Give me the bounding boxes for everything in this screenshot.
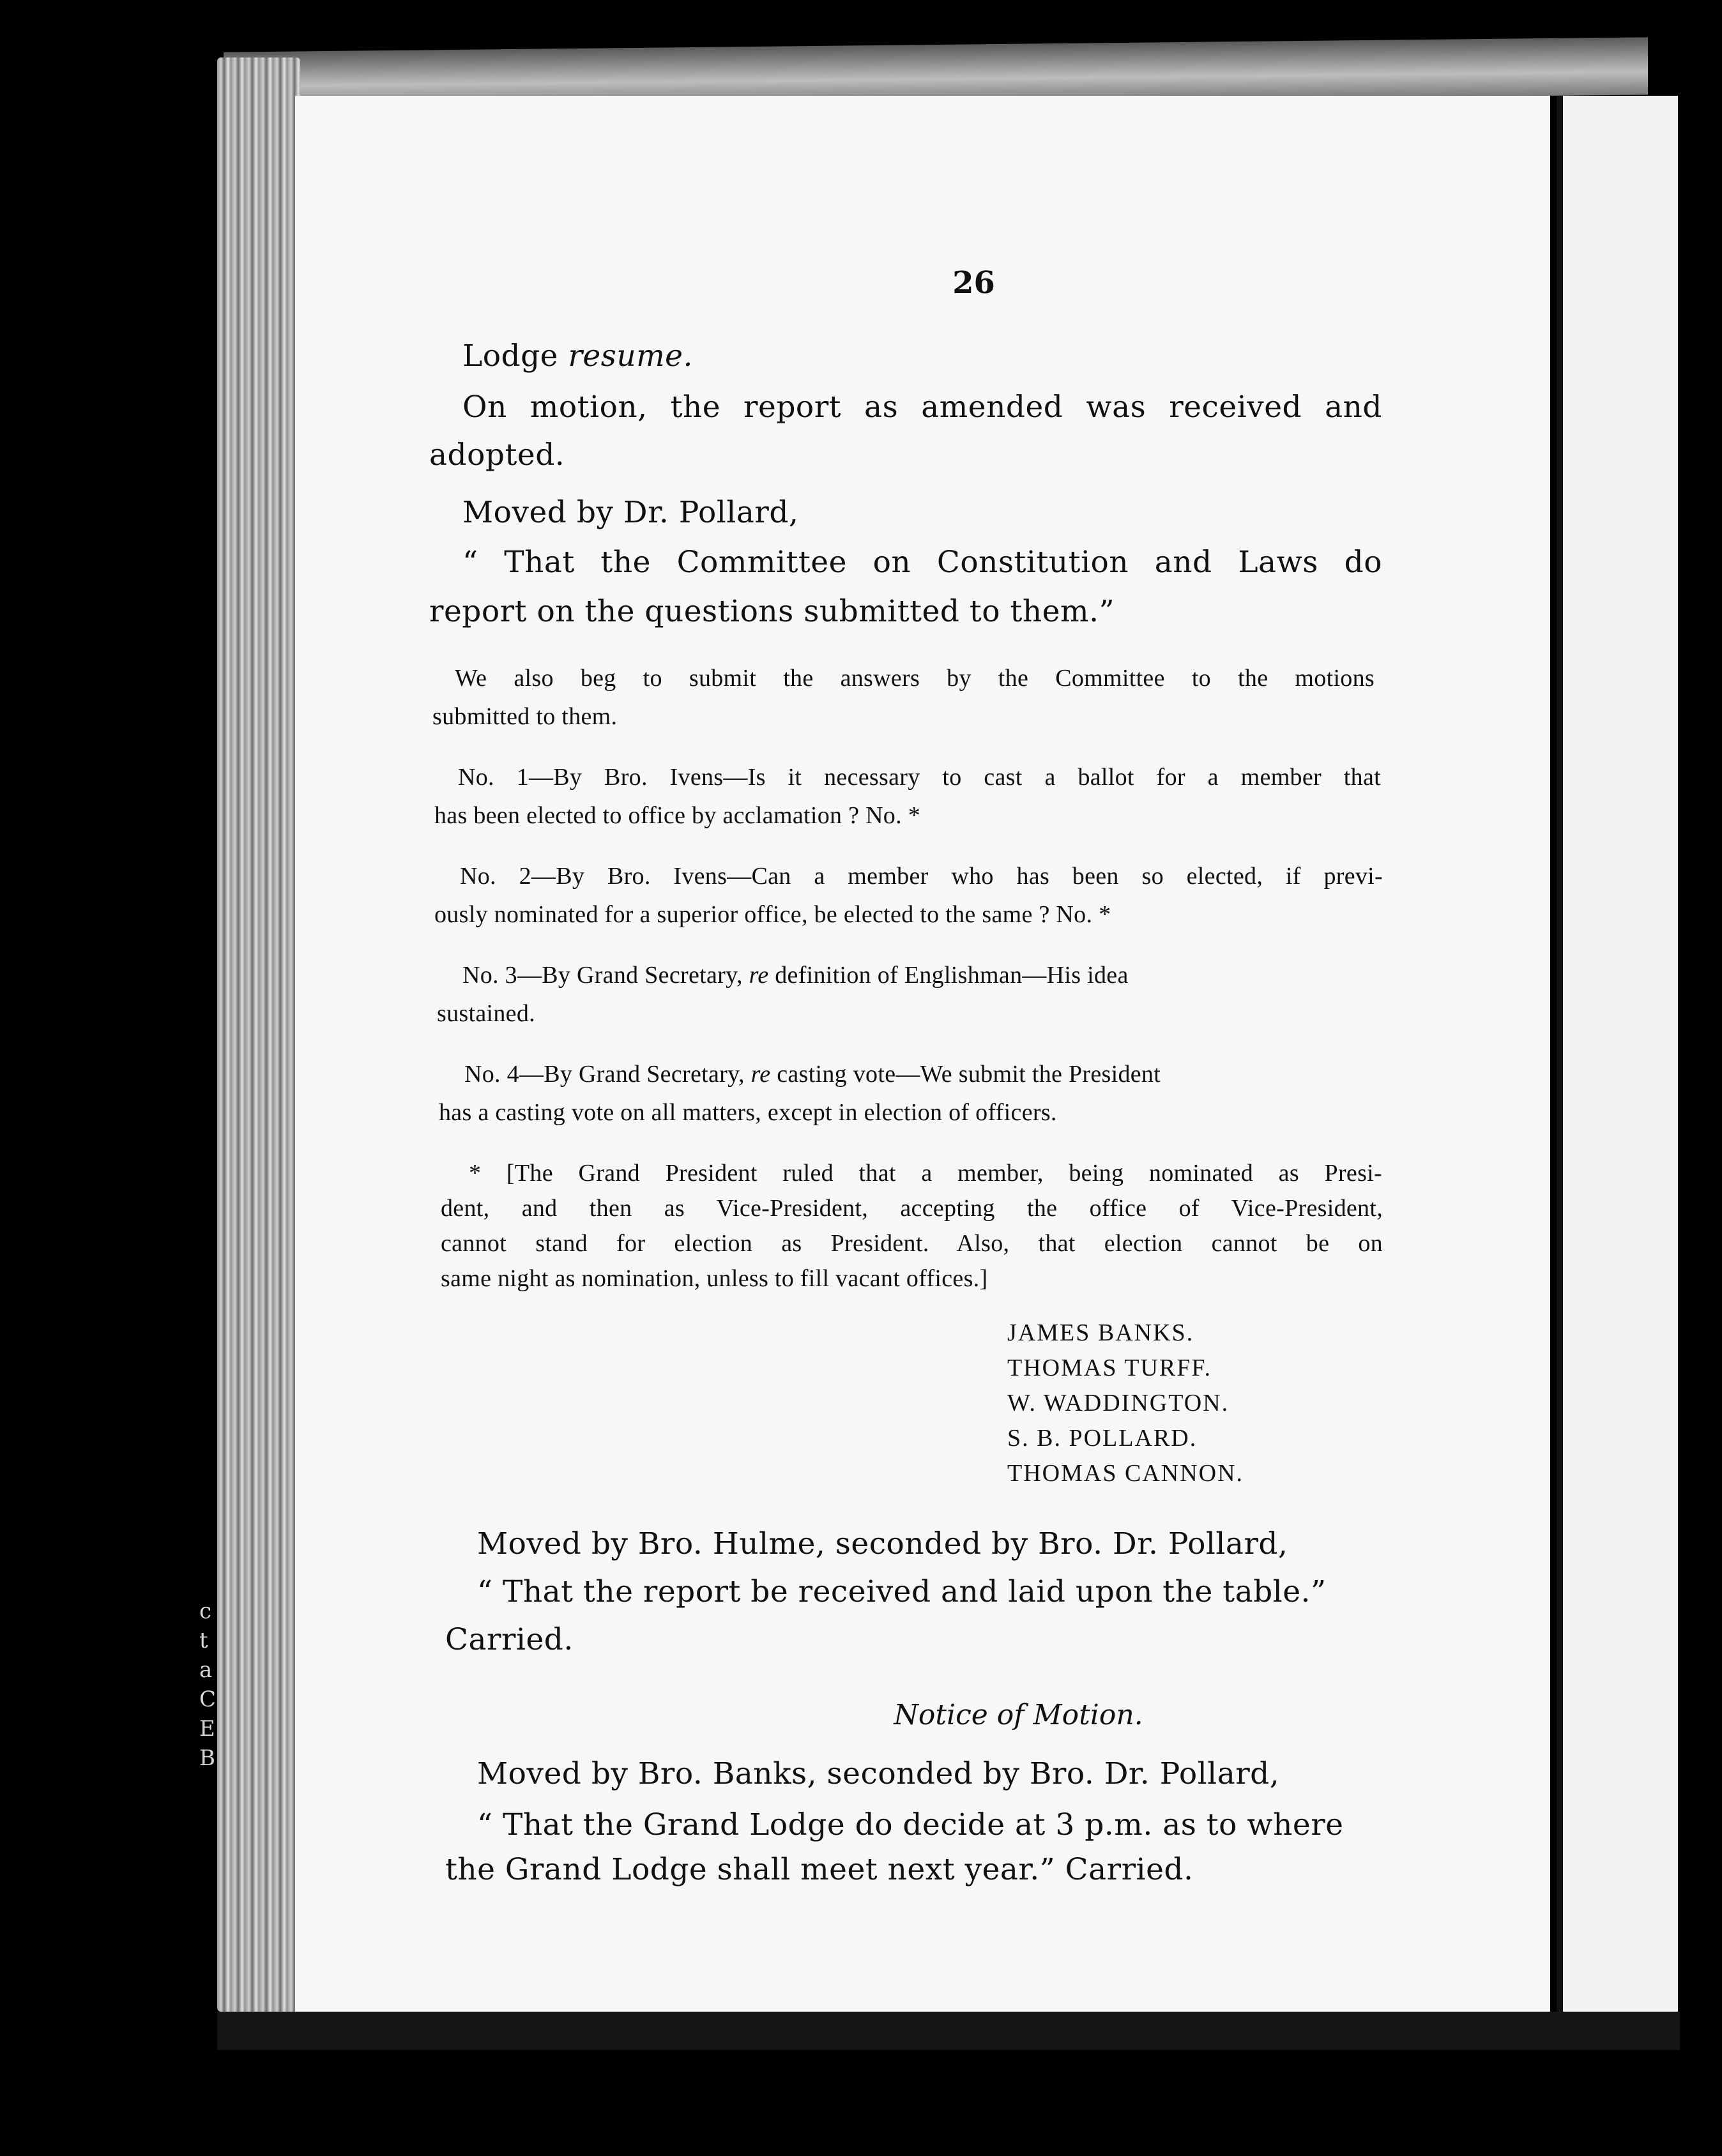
moved-by-hulme: Moved by Bro. Hulme, seconded by Bro. Dr. Pollard, [477, 1526, 1288, 1561]
carried-text: Carried. [445, 1622, 574, 1657]
motion-3-line-2: sustained. [437, 1000, 535, 1027]
signatory: W. WADDINGTON. [1007, 1390, 1230, 1416]
grand-lodge-quote-line-1: “ That the Grand Lodge do decide at 3 p.m. as to where [477, 1807, 1344, 1842]
motion-3-line-1: No. 3—By Grand Secretary, re definition of Englishman—His idea [462, 962, 1129, 989]
paragraph-on-motion-line-2: adopted. [429, 437, 565, 473]
moved-by-banks: Moved by Bro. Banks, seconded by Bro. Dr. Pollard, [477, 1756, 1280, 1791]
motion-4-line-1: No. 4—By Grand Secretary, re casting vote—We submit the President [464, 1061, 1161, 1088]
paragraph-lodge-resume: Lodge resume. [462, 338, 693, 374]
answers-intro-line-2: submitted to them. [432, 703, 618, 730]
notice-of-motion-heading: Notice of Motion. [894, 1699, 1143, 1731]
page-bottom-shadow [217, 2012, 1680, 2050]
motion-1-line-1: No. 1—By Bro. Ivens—Is it necessary to cast a ballot for a member that [458, 764, 1381, 791]
margin-letter: B [199, 1745, 215, 1771]
answers-intro-line-1: We also beg to submit the answers by the Committee to the motions [455, 665, 1375, 692]
motion-1-line-2: has been elected to office by acclamation ? No. * [434, 802, 921, 829]
page-content [295, 96, 1550, 2012]
footnote-line-3: cannot stand for election as President. Also, that election cannot be on [441, 1230, 1383, 1257]
motion-2-line-2: ously nominated for a superior office, be elected to the same ? No. * [434, 901, 1111, 928]
margin-letter: C [199, 1687, 217, 1712]
margin-letter: c [199, 1598, 212, 1624]
book-page-edges [217, 57, 300, 2012]
committee-quote-line-1: “ That the Committee on Constitution and Laws do [462, 545, 1382, 580]
footnote-line-4: same night as nomination, unless to fill vacant offices.] [441, 1265, 988, 1292]
signatory: JAMES BANKS. [1007, 1319, 1194, 1346]
signatory: THOMAS CANNON. [1007, 1460, 1244, 1487]
page-number: 26 [952, 265, 995, 301]
signatory: S. B. POLLARD. [1007, 1425, 1198, 1452]
grand-lodge-quote-line-2: the Grand Lodge shall meet next year.” Carried. [445, 1852, 1194, 1887]
margin-letters [199, 1597, 218, 1773]
report-received-quote: “ That the report be received and laid upon the table.” [477, 1574, 1327, 1609]
motion-4-line-2: has a casting vote on all matters, except in election of officers. [439, 1099, 1057, 1126]
committee-quote-line-2: report on the questions submitted to them.” [429, 594, 1115, 629]
signatory: THOMAS TURFF. [1007, 1355, 1212, 1381]
motion-2-line-1: No. 2—By Bro. Ivens—Can a member who has been so elected, if previ- [460, 863, 1383, 890]
paragraph-on-motion-line-1: On motion, the report as amended was received and [462, 390, 1382, 425]
footnote-line-1: * [The Grand President ruled that a member, being nominated as Presi- [469, 1160, 1382, 1187]
margin-letter: a [199, 1657, 213, 1683]
footnote-line-2: dent, and then as Vice-President, accepting the office of Vice-President, [441, 1195, 1383, 1222]
document-page [295, 96, 1550, 2012]
margin-letter: E [199, 1716, 215, 1742]
moved-by-pollard: Moved by Dr. Pollard, [462, 495, 799, 530]
margin-letter: t [199, 1628, 208, 1653]
